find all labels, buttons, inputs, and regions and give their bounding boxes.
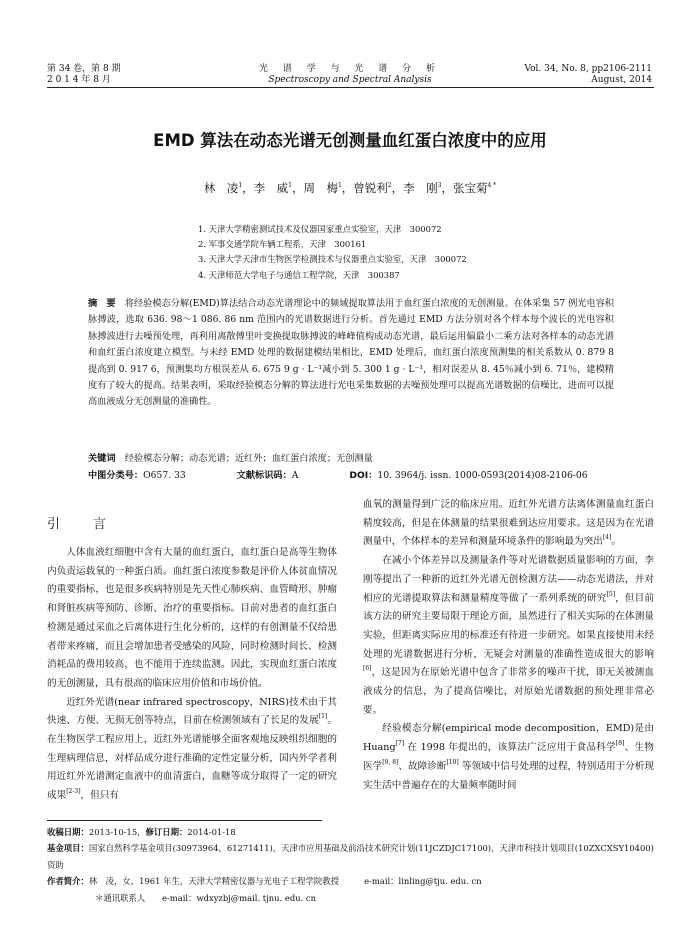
affiliation: 2. 军事交通学院车辆工程系，天津 300161: [198, 239, 367, 250]
paragraph: 人体血液红细胞中含有大量的血红蛋白，血红蛋白是高等生物体内负责运载氧的一种蛋白质。血红蛋白浓度参数是评价人体贫血情况的重要指标，也是很多疾病特别是先天性心肺疾病、血管畸形、肿瘤和肾脏疾病等预防、诊断、治疗的重要指标。目前对患者的血红蛋白检测是通过采血之后离体进行生化分析的，这样的有创测量不仅给患者带来疼痛，而且会增加患者受感染的风险，同时检测时间长、检测消耗品的费用较高，也不能用于连续监测。因此，实现血红蛋白浓度的无创测量，具有很高的临床应用价值和市场价值。: [47, 547, 337, 689]
author-affil-mark: 1: [337, 182, 342, 189]
footnote-rule: [47, 820, 322, 821]
clc-value: O657. 33: [143, 470, 186, 481]
journal-name-cn: 光 谱 学 与 光 谱 分 析: [258, 64, 442, 74]
abstract: [88, 296, 614, 411]
journal-volume: 第 34 卷，第 8 期: [47, 64, 121, 74]
paper-title: EMD 算法在动态光谱无创测量血红蛋白浓度中的应用: [153, 131, 547, 150]
author-affil-mark: 2: [387, 182, 392, 189]
clc-number: [88, 470, 210, 481]
text-run: 。: [611, 536, 621, 548]
author-list: 林 凌$^1$，李 威$^1$，周 梅$^1$，曾锐利$^2$，李 刚$^3$，张宝菊$^{4 *}$: [203, 181, 497, 195]
affiliation: 3. 天津大学天津市生物医学检测技术与仪器重点实验室，天津 300072: [198, 254, 467, 265]
section-title: 引 言: [47, 517, 117, 532]
citation: [8]: [615, 740, 625, 748]
right-column: [363, 496, 654, 795]
author-bio: 林 凌，女，1961 年生，天津大学精密仪器与光电子工程学院教授: [88, 876, 339, 887]
paragraph: [363, 552, 654, 720]
keywords-label: 关键词: [88, 453, 116, 464]
paragraph: [47, 694, 337, 806]
citation: [7]: [395, 740, 405, 748]
revised-label: 修订日期：: [145, 827, 188, 837]
abstract-text: 将经验模态分解(EMD)算法结合动态光谱理论中的频域提取算法用于血红蛋白浓度的无创测量。在体采集 57 例光电容积脉搏波，选取 636. 98～1 086. 86 nm 范围内的光谱数据进行分析。首先通过 EMD 方法分别对各个样本每个波长的光电容积脉搏波进行去噪预处理，再利用离散傅里叶变换提取脉搏波的峰峰值构成动态光谱，最后运用偏最小二乘方法对各样本的动态光谱和血红蛋白浓度建立模型。与未经 EMD 处理的数据建模结果相比，EMD 处理后，血红蛋白浓度预测集的相关系数从 0. 879 8 提高到 0. 917 6，预测集均方根误差从 6. 675 9 g · L⁻¹减小到 5. 300 1 g · L⁻¹，相对误差从 8. 45％减小到 6. 71％，建模精度有了较大的提高。结果表明，采取经验模态分解的算法进行光电采集数据的去噪预处理可以提高光谱数据的信噪比，进而可以提高血液成分无创测量的准确性。: [88, 298, 615, 408]
header-rule: [47, 87, 654, 88]
citation: [4]: [602, 534, 612, 542]
affiliations: [198, 222, 467, 283]
text-run: 、故障诊断: [398, 760, 447, 772]
citation: [10]: [446, 758, 459, 766]
keywords: [88, 450, 373, 464]
text-run: ，这是因为在原始光谱中包含了非常多的噪声干扰，即无关被测血液成分的信息，为了提高信噪比，对原始光谱数据的预处理非常必要。: [363, 667, 654, 716]
text-run: ，但只有: [80, 790, 119, 802]
received-label: 收稿日期：: [47, 827, 89, 837]
doi: [349, 470, 611, 481]
citation: [2-3]: [66, 788, 81, 796]
corresponding-author-line: ＊通讯联系人 e-mail：wdxyzbj@mail. tjnu. edu. cn: [95, 892, 316, 903]
text-run: 、生物医学: [363, 742, 654, 772]
author-bio-line: [47, 873, 657, 889]
revised-date: 2014-01-18: [187, 827, 236, 837]
author-affil-mark: 4 *: [487, 182, 497, 189]
doi-value: 10. 3964/j. issn. 1000-0593(2014)08-2106-06: [377, 470, 588, 481]
text-run: 。在生物医学工程应用上，近红外光谱能够全面客观地反映组织细胞的生理病理信息，对样品成分进行准确的定性定量分析，国内外学者利用近红外光谱测定血液中的血清蛋白，血糖等成分取得了一定的研究成果: [47, 715, 338, 802]
fund-label: 基金项目：: [47, 843, 89, 854]
text-run: 近红外光谱(near infrared spectroscopy，NIRS)技术由于其快速、方便、无损无创等特点，目前在检测领域有了长足的发展: [47, 696, 337, 727]
author: 周 梅: [303, 181, 338, 195]
journal-month: August, 2014: [591, 75, 652, 85]
citation: [6]: [363, 665, 372, 673]
text-run: ，但目前该方法的研究主要局限于理论方面，虽然进行了相关实际的在体测量实验，但距离实际应用的标准还有待进一步研究。如果直接使用未经处理的光谱数据进行分析，无疑会对测量的准确性造成很大的影响: [363, 592, 655, 660]
author: 李 刚: [403, 181, 438, 195]
received-date: 2013-10-15，: [88, 827, 146, 837]
journal-vol-pages: Vol. 34, No. 8, pp2106-2111: [524, 64, 652, 74]
affiliation: 4. 天津师范大学电子与通信工程学院，天津 300387: [198, 269, 400, 280]
citation: [1]: [318, 713, 328, 721]
classification-line: [88, 467, 636, 481]
author-email: e-mail：linling@tju. edu. cn: [364, 876, 482, 887]
affiliation: 1. 天津大学精密测试技术及仪器国家重点实验室，天津 300072: [198, 224, 442, 234]
text-run: 在 1998 年提出的，该算法广泛应用于食品科学: [404, 742, 616, 754]
doc-value: A: [291, 470, 299, 481]
abstract-label: 摘 要: [88, 298, 116, 309]
clc-label: 中图分类号：: [88, 470, 144, 481]
author-affil-mark: 1: [238, 182, 243, 189]
journal-date: 2 0 1 4 年 8 月: [47, 75, 111, 85]
header-right: [524, 64, 652, 86]
fund-line: [47, 840, 657, 873]
text-run: 血氧的测量得到广泛的临床应用。近红外光谱方法离体测量血红蛋白精度较高，但是在体测量的结果很难到达应用要求。这是因为在光谱测量中，个体样本的差异和测量环境条件的影响最为突出: [363, 499, 654, 548]
fund-text: 国家自然科学基金项目(30973964，61271411)，天津市应用基础及前沿技术研究计划(11JCZDJC17100)，天津市科技计划项目(10ZXCXSY10400)资助: [47, 843, 654, 870]
author: 曾锐利: [353, 181, 388, 195]
paragraph: [363, 720, 654, 795]
left-column: [47, 544, 337, 806]
paragraph: [363, 496, 654, 552]
text-run: 在减小个体差异以及测量条件等对光谱数据质量影响的方面，李刚等提出了一种新的近红外光谱无创检测方法——动态光谱法，并对相应的光谱提取算法和测量精度等做了一系列系统的研究: [363, 555, 654, 604]
received-line: [47, 824, 657, 840]
author: 张宝菊: [452, 181, 488, 195]
keywords-text: 经验模态分解；动态光谱；近红外；血红蛋白浓度；无创测量: [124, 453, 373, 464]
author-affil-mark: 1: [288, 182, 292, 189]
citation: [5]: [606, 590, 616, 598]
journal-name-en: Spectroscopy and Spectral Analysis: [268, 75, 432, 85]
author-affil-mark: 3: [437, 182, 442, 189]
doi-label: DOI：: [349, 470, 378, 481]
text-run: 经验模态分解(empirical mode decomposition，EMD)是由 Huang: [363, 723, 654, 754]
author: 林 凌: [203, 181, 239, 195]
footnotes: [47, 824, 657, 906]
document-code: [237, 470, 323, 481]
citation: [9, 8]: [382, 758, 399, 766]
doc-label: 文献标识码：: [236, 470, 292, 481]
author-bio-label: 作者简介：: [47, 876, 89, 887]
author: 李 威: [253, 181, 289, 195]
text-run: 等领域中信号处理的过程，特别适用于分析现实生活中普遍存在的大量频率随时间: [363, 760, 654, 791]
